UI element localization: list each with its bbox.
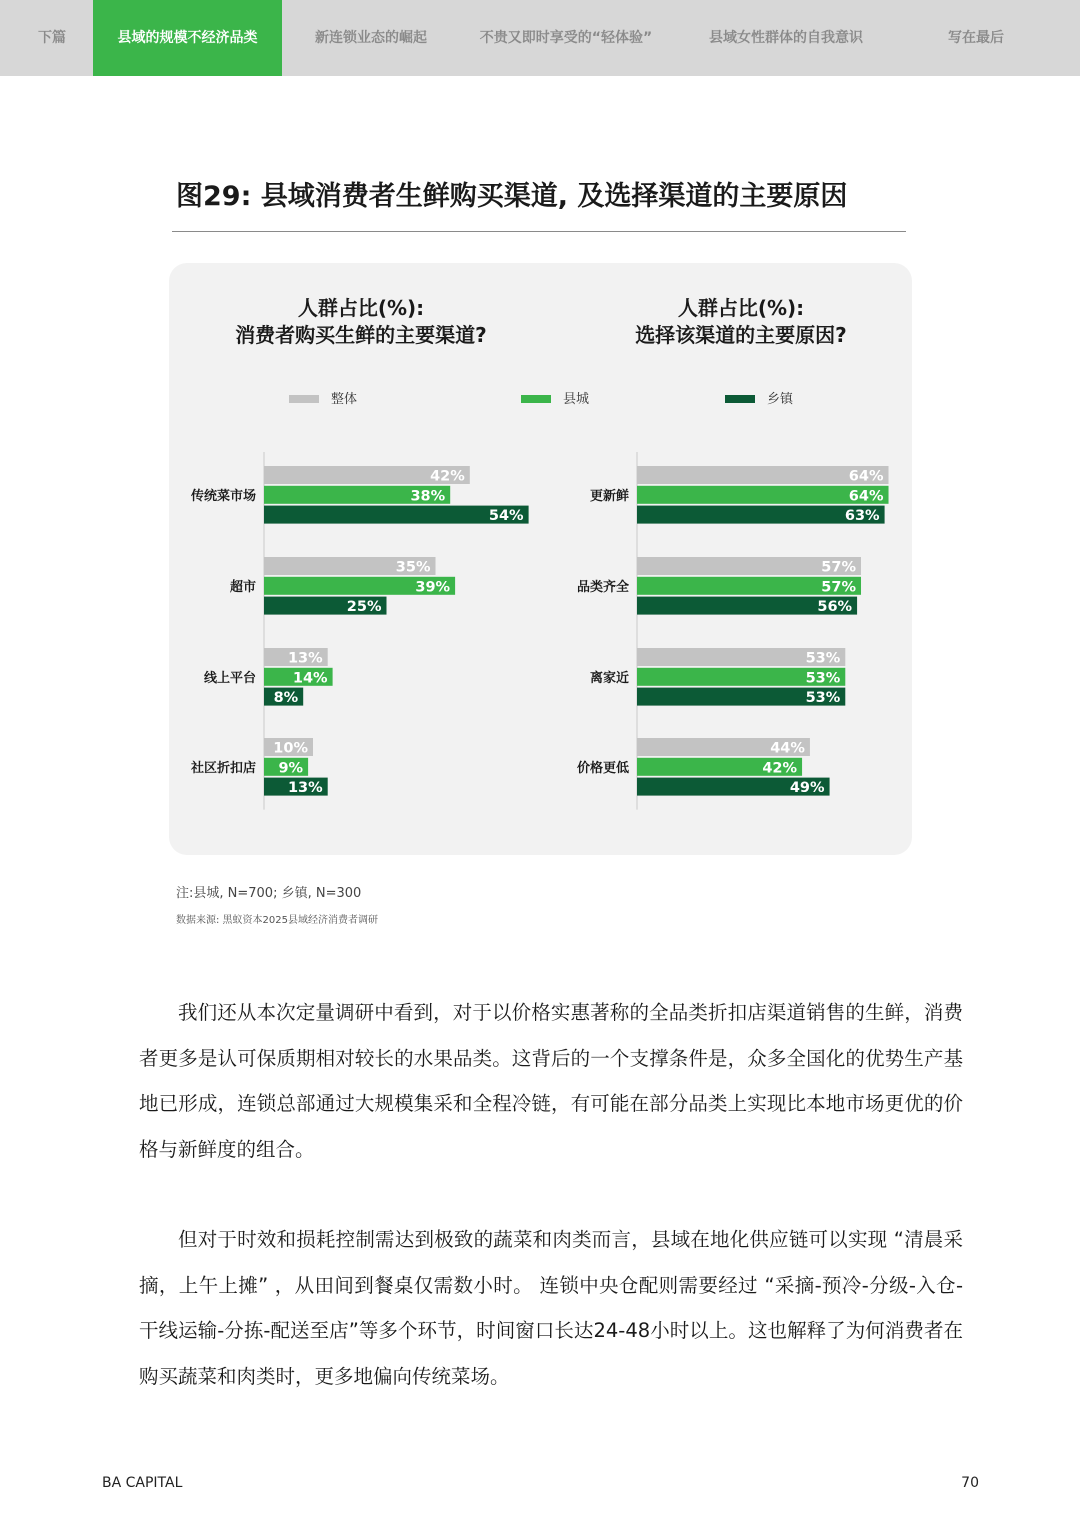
left-bar-value-label: 8% [273, 690, 299, 707]
left-bar-value-label: 39% [415, 579, 451, 596]
legend-label-overall: 整体 [331, 392, 358, 407]
left-bar-value-label: 25% [346, 599, 382, 616]
right-bar-value-label: 63% [844, 508, 880, 525]
left-bar-value-label: 38% [410, 488, 446, 505]
footer-brand: BA CAPITAL [102, 1475, 183, 1491]
right-bar-value-label: 57% [821, 579, 857, 596]
left-bar-value-label: 10% [273, 740, 308, 757]
right-bar-value-label: 64% [848, 488, 884, 505]
left-bar-value-label: 54% [488, 508, 524, 525]
right-category-label: 更新鲜 [589, 488, 629, 504]
left-category-label: 线上平台 [203, 670, 256, 686]
right-chart-title: 人群占比(%): [677, 296, 805, 320]
right-bar-value-label: 53% [805, 690, 841, 707]
figure-source: 数据来源: 黑蚁资本2025县域经济消费者调研 [176, 915, 378, 926]
body-paragraph-1: 我们还从本次定量调研中看到，对于以价格实惠著称的全品类折扣店渠道销售的生鲜，消费者更多是认可保质期相对较长的水果品类。这背后的一个支撑条件是，众多全国化的优势生产基地已形成，连锁总部通过大规模集采和全程冷链，有可能在部分品类上实现比本地市场更优的价格与新鲜度的组合。 [139, 1001, 963, 1161]
left-bar-value-label: 14% [292, 670, 328, 687]
right-category-label: 品类齐全 [576, 579, 629, 595]
left-category-label: 超市 [229, 579, 256, 595]
left-category-label: 社区折扣店 [190, 760, 256, 776]
left-bar-value-label: 9% [278, 760, 304, 777]
right-bar-value-label: 56% [817, 599, 853, 616]
tab-scale-diseconomy[interactable]: 县域的规模不经济品类 [93, 0, 282, 76]
tab-light-experience[interactable]: 不贵又即时享受的“轻体验” [479, 30, 653, 46]
left-bar-value-label: 42% [430, 468, 465, 485]
left-chart-subtitle: 消费者购买生鲜的主要渠道? [235, 323, 487, 347]
right-bar-value-label: 42% [762, 760, 798, 777]
right-bar-value-label: 53% [805, 670, 841, 687]
legend-label-township: 乡镇 [767, 392, 794, 407]
tab-closing[interactable]: 写在最后 [948, 30, 1004, 46]
right-bar-value-label: 49% [789, 780, 825, 797]
left-bar-value-label: 35% [395, 559, 431, 576]
left-bar-value-label: 13% [287, 780, 323, 797]
tab-female-awareness[interactable]: 县域女性群体的自我意识 [709, 30, 863, 46]
tab-new-chains[interactable]: 新连锁业态的崛起 [315, 30, 427, 46]
legend-label-county: 县城 [563, 392, 590, 407]
figure-note: 注:县城, N=700; 乡镇, N=300 [176, 886, 362, 901]
left-category-label: 传统菜市场 [190, 488, 256, 504]
right-chart-subtitle: 选择该渠道的主要原因? [635, 323, 847, 347]
right-bar-value-label: 64% [848, 468, 884, 485]
right-bar-value-label: 44% [770, 740, 805, 757]
left-bar-value-label: 13% [287, 650, 323, 667]
right-category-label: 价格更低 [576, 760, 629, 776]
tab-part-two[interactable]: 下篇 [38, 30, 66, 46]
right-bar-value-label: 53% [805, 650, 841, 667]
right-category-label: 离家近 [589, 670, 629, 686]
right-bar-value-label: 57% [821, 559, 857, 576]
left-chart-title: 人群占比(%): [297, 296, 425, 320]
figure-title: 图29: 县域消费者生鲜购买渠道, 及选择渠道的主要原因 [176, 181, 848, 212]
page-number: 70 [961, 1475, 979, 1491]
body-paragraph-2: 但对于时效和损耗控制需达到极致的蔬菜和肉类而言，县域在地化供应链可以实现 “清晨采摘，上午上摊” ，从田间到餐桌仅需数小时。 连锁中央仓配则需要经过 “采摘-预冷-分级-入仓-干线运输-分拣-配送至店”等多个环节，时间窗口长达24-48小时以上。这也解释了为何消费者在购买蔬菜和肉类时，更多地偏向传统菜场。 [139, 1228, 963, 1388]
